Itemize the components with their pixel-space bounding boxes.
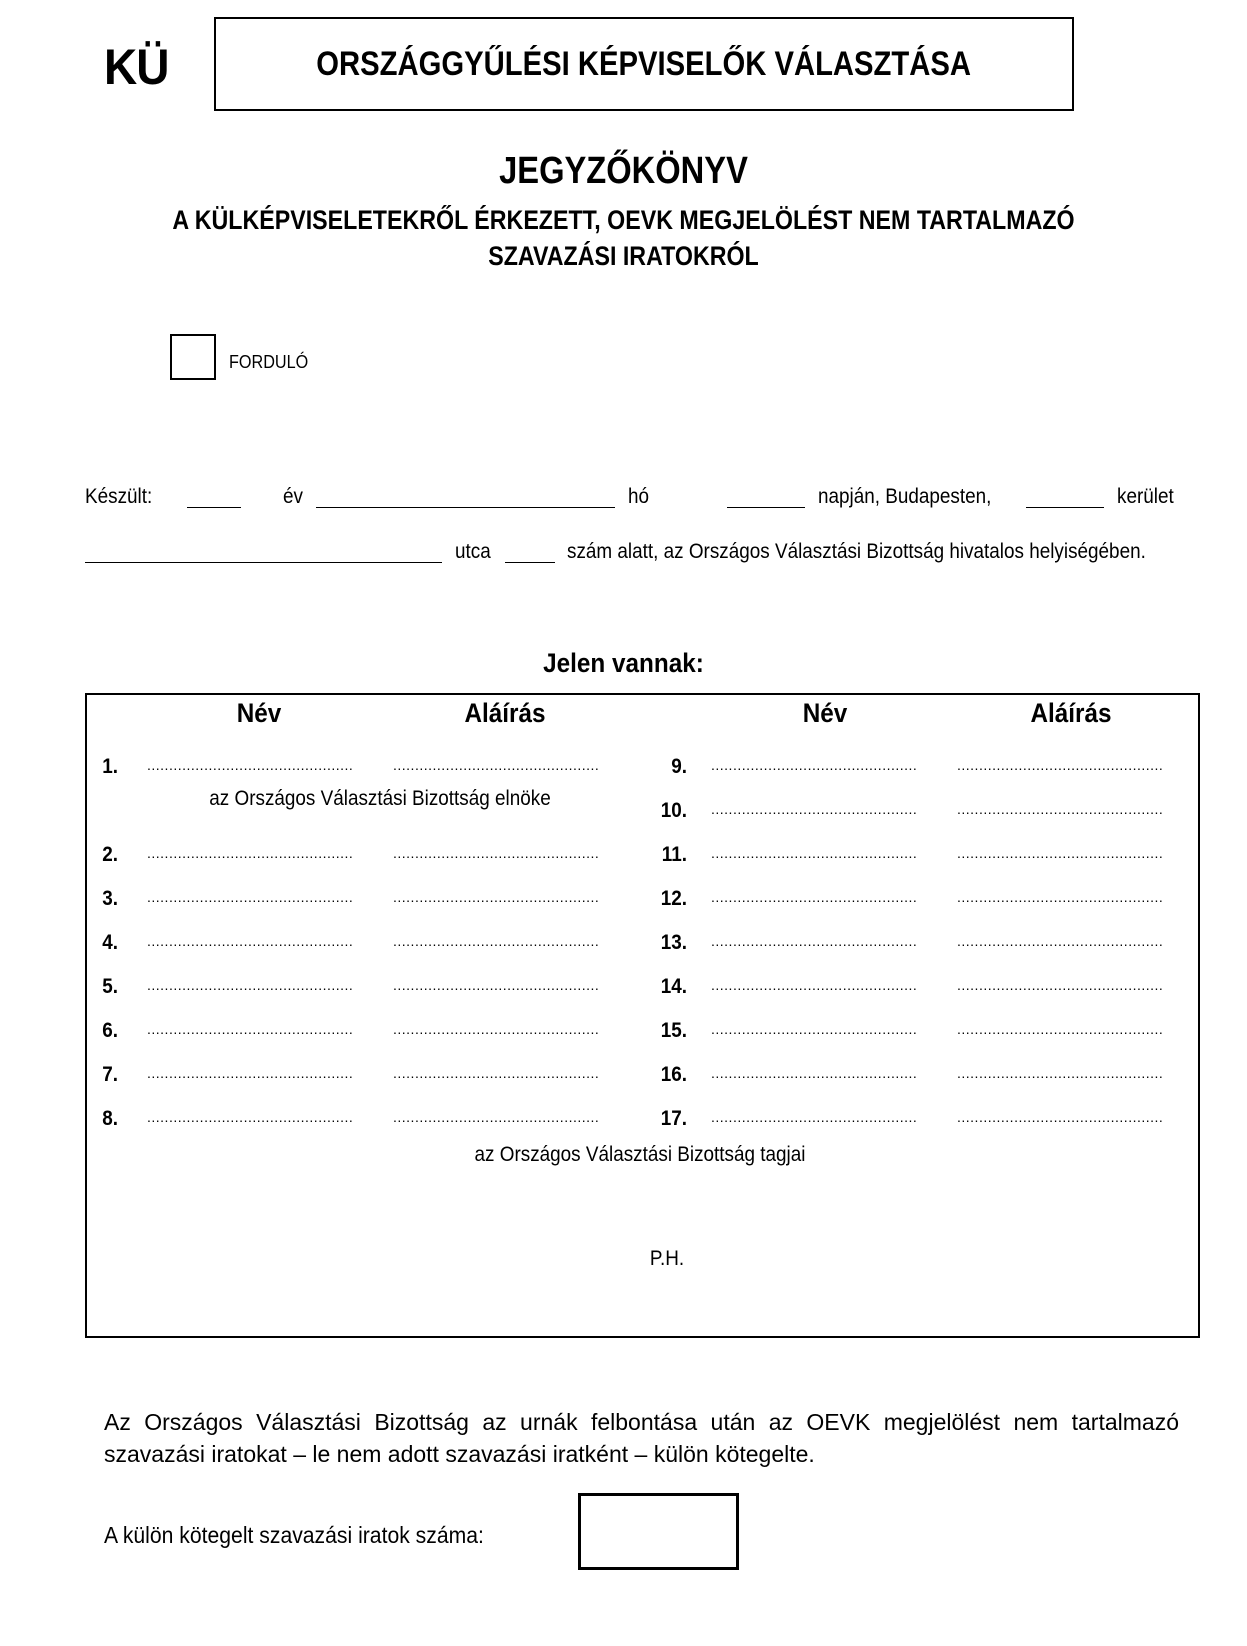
name-field[interactable]: ............................................... xyxy=(711,933,918,949)
name-field[interactable]: ............................................... xyxy=(711,977,918,993)
column-header-signature: Aláírás xyxy=(1030,698,1112,728)
name-field[interactable]: ............................................... xyxy=(147,1109,354,1125)
form-code: KÜ xyxy=(104,39,169,95)
signature-field[interactable]: ............................................... xyxy=(393,1065,600,1081)
row-number: 16. xyxy=(660,1063,687,1086)
signature-field[interactable]: ............................................... xyxy=(393,889,600,905)
name-field[interactable]: ............................................... xyxy=(711,889,918,905)
name-field[interactable]: ............................................... xyxy=(147,757,354,773)
document-subtitle xyxy=(0,205,1247,272)
name-field[interactable]: ............................................... xyxy=(147,977,354,993)
members-caption: az Országos Választási Bizottság tagjai xyxy=(474,1143,806,1166)
document-subtitle-line1: A KÜLKÉPVISELETEKRŐL ÉRKEZETT, OEVK MEGJELÖLÉST NEM TARTALMAZÓ xyxy=(172,205,1075,235)
name-field[interactable]: ............................................... xyxy=(711,1065,918,1081)
day-place-label: napján, Budapesten, xyxy=(818,485,992,508)
signature-field[interactable]: ............................................... xyxy=(957,1021,1164,1037)
name-field[interactable]: ............................................... xyxy=(711,801,918,817)
month-label: hó xyxy=(628,485,650,508)
name-field[interactable]: ............................................... xyxy=(147,845,354,861)
row-number: 17. xyxy=(660,1107,687,1130)
row-number: 15. xyxy=(660,1019,687,1042)
document-title: JEGYZŐKÖNYV xyxy=(499,150,748,192)
row-number: 2. xyxy=(102,843,118,866)
row-number: 8. xyxy=(102,1107,118,1130)
row-number: 3. xyxy=(102,887,118,910)
name-field[interactable]: ............................................... xyxy=(711,845,918,861)
day-field[interactable] xyxy=(727,507,805,508)
name-field[interactable]: ............................................... xyxy=(711,1021,918,1037)
count-field[interactable] xyxy=(578,1493,739,1570)
signature-field[interactable]: ............................................... xyxy=(957,757,1164,773)
row-number: 12. xyxy=(660,887,687,910)
signature-field[interactable]: ............................................... xyxy=(957,801,1164,817)
house-number-field[interactable] xyxy=(505,562,555,563)
name-field[interactable]: ............................................... xyxy=(711,757,918,773)
year-label: év xyxy=(283,485,303,508)
signature-field[interactable]: ............................................... xyxy=(957,1065,1164,1081)
column-header-signature: Aláírás xyxy=(464,698,546,728)
column-header-name: Név xyxy=(236,698,282,728)
district-label: kerület xyxy=(1117,485,1174,508)
year-field[interactable] xyxy=(187,507,241,508)
row-number: 11. xyxy=(661,843,687,866)
chair-caption: az Országos Választási Bizottság elnöke xyxy=(209,787,551,810)
round-checkbox[interactable] xyxy=(170,334,216,380)
statement-paragraph: Az Országos Választási Bizottság az urnák felbontása után az OEVK megjelölést nem tartalmazó szavazási iratokat – le nem adott szavazási iratként – külön kötegelte. xyxy=(104,1409,1179,1467)
name-field[interactable]: ............................................... xyxy=(711,1109,918,1125)
row-number: 5. xyxy=(102,975,118,998)
signature-field[interactable]: ............................................... xyxy=(957,977,1164,993)
signature-field[interactable]: ............................................... xyxy=(957,845,1164,861)
signature-field[interactable]: ............................................... xyxy=(957,933,1164,949)
signature-field[interactable]: ............................................... xyxy=(393,977,600,993)
signature-field[interactable]: ............................................... xyxy=(393,757,600,773)
row-number: 13. xyxy=(660,931,687,954)
street-label: utca xyxy=(455,540,491,563)
column-header-name: Név xyxy=(802,698,848,728)
district-field[interactable] xyxy=(1026,507,1104,508)
stamp-placeholder: P.H. xyxy=(649,1247,685,1270)
street-field[interactable] xyxy=(85,562,442,563)
made-prefix: Készült: xyxy=(85,485,153,508)
name-field[interactable]: ............................................... xyxy=(147,1065,354,1081)
document-subtitle-line2: SZAVAZÁSI IRATOKRÓL xyxy=(488,241,759,271)
row-number: 4. xyxy=(102,931,118,954)
name-field[interactable]: ............................................... xyxy=(147,933,354,949)
signature-field[interactable]: ............................................... xyxy=(393,1109,600,1125)
name-field[interactable]: ............................................... xyxy=(147,1021,354,1037)
row-number: 9. xyxy=(671,755,687,778)
attendance-heading: Jelen vannak: xyxy=(543,648,704,678)
signature-field[interactable]: ............................................... xyxy=(957,889,1164,905)
number-place-label: szám alatt, az Országos Választási Bizottság hivatalos helyiségében. xyxy=(567,540,1146,563)
name-field[interactable]: ............................................... xyxy=(147,889,354,905)
row-number: 7. xyxy=(102,1063,118,1086)
signature-field[interactable]: ............................................... xyxy=(393,845,600,861)
row-number: 10. xyxy=(660,799,687,822)
election-title: ORSZÁGGYŰLÉSI KÉPVISELŐK VÁLASZTÁSA xyxy=(316,44,972,83)
row-number: 1. xyxy=(102,755,118,778)
month-field[interactable] xyxy=(316,507,615,508)
signature-field[interactable]: ............................................... xyxy=(393,933,600,949)
election-title-box xyxy=(214,17,1074,111)
count-label: A külön kötegelt szavazási iratok száma: xyxy=(104,1522,484,1548)
row-number: 14. xyxy=(660,975,687,998)
row-number: 6. xyxy=(102,1019,118,1042)
signature-field[interactable]: ............................................... xyxy=(393,1021,600,1037)
signature-field[interactable]: ............................................... xyxy=(957,1109,1164,1125)
round-label: FORDULÓ xyxy=(229,352,309,372)
